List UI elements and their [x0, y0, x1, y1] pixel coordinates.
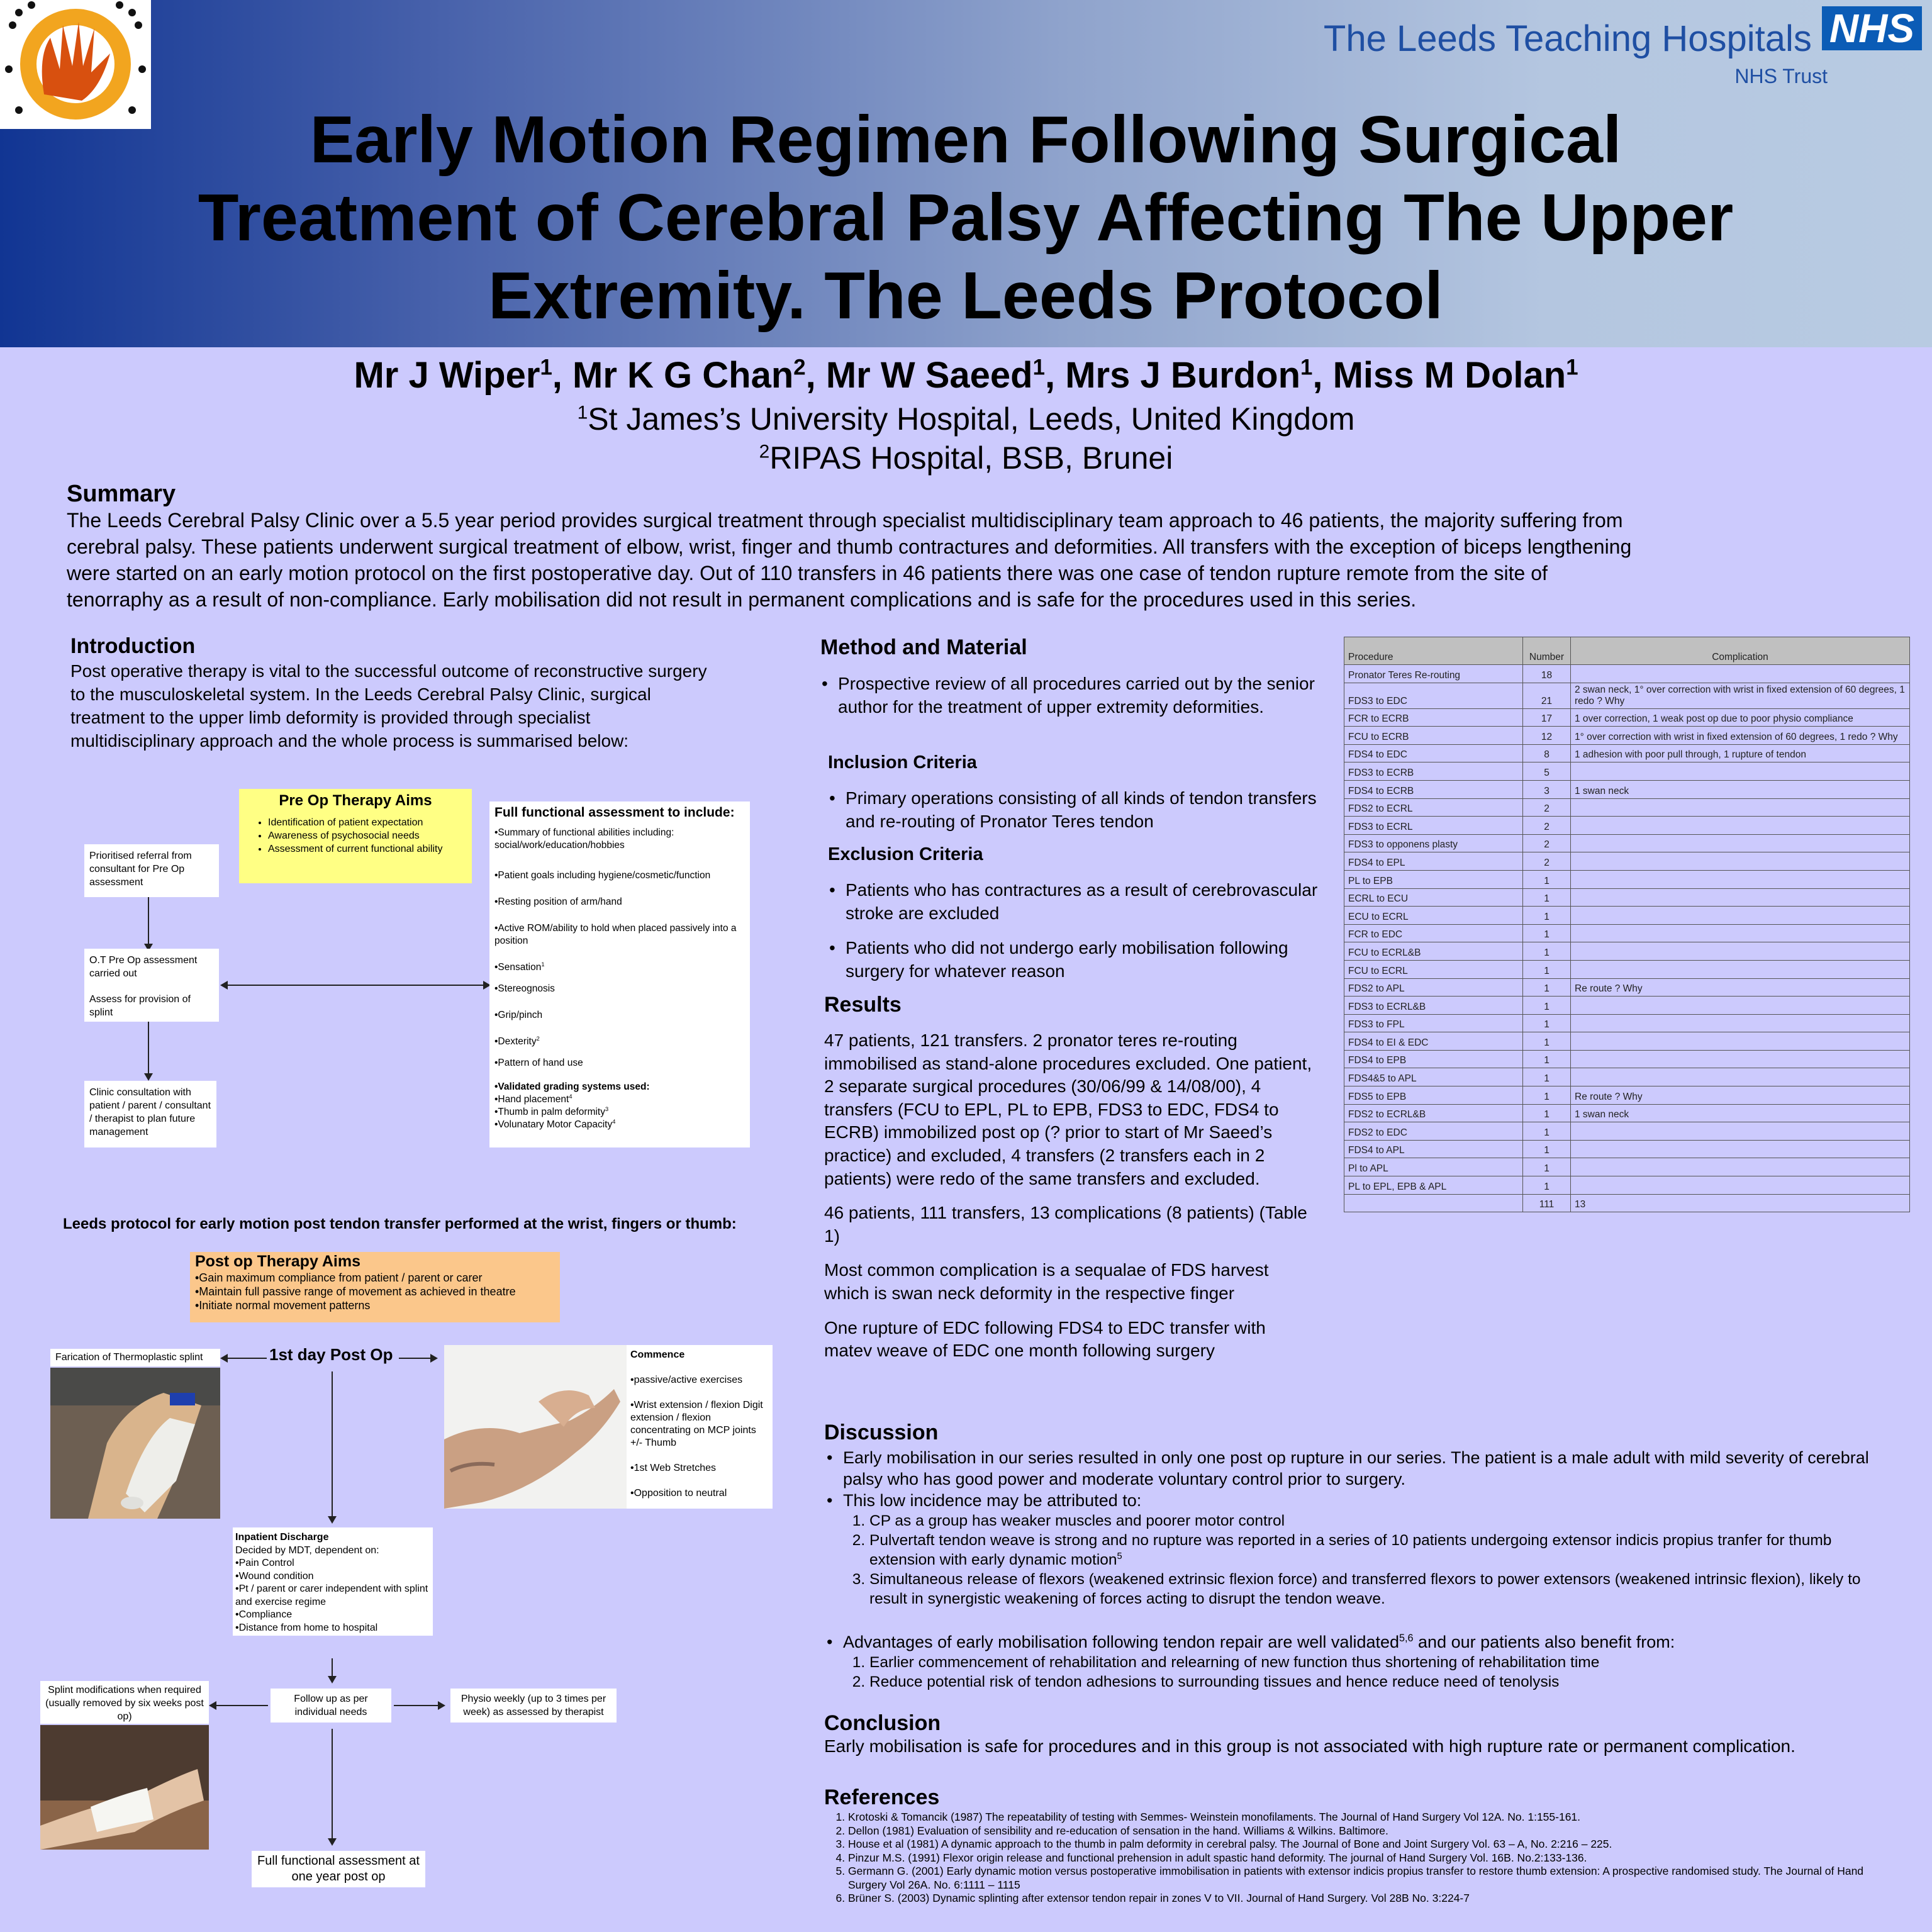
table-cell: 1° over correction with wrist in fixed extension of 60 degrees, 1 redo ? Why — [1571, 727, 1910, 745]
day1-label: 1st day Post Op — [269, 1345, 393, 1364]
table-cell: 5 — [1523, 762, 1571, 781]
table-row — [1344, 888, 1910, 907]
table-cell: Re route ? Why — [1571, 1086, 1910, 1105]
table-cell: 1 — [1523, 1176, 1571, 1195]
method-heading: Method and Material — [820, 635, 1027, 659]
table-row — [1344, 683, 1910, 708]
table-row — [1344, 1194, 1910, 1212]
table-row — [1344, 1068, 1910, 1086]
table-cell: PL to EPL, EPB & APL — [1344, 1176, 1523, 1195]
table-row — [1344, 1158, 1910, 1176]
table-header-cell: Procedure — [1344, 637, 1523, 665]
table-cell: Pronator Teres Re-routing — [1344, 665, 1523, 683]
table-cell: 1 — [1523, 1086, 1571, 1105]
table-row — [1344, 870, 1910, 888]
table-row — [1344, 978, 1910, 997]
table-cell: 2 — [1523, 834, 1571, 852]
table-cell: 1 — [1523, 907, 1571, 925]
table-cell — [1571, 1122, 1910, 1141]
poster-title — [126, 101, 1806, 335]
arrow — [332, 1729, 333, 1845]
discussion-heading: Discussion — [824, 1421, 939, 1444]
arrow — [332, 1658, 333, 1682]
inclusion-heading: Inclusion Criteria — [828, 752, 977, 773]
table-cell — [1571, 1032, 1910, 1051]
splint-photo — [50, 1368, 220, 1519]
table-row — [1344, 942, 1910, 961]
table-cell: 1 — [1523, 978, 1571, 997]
title-line: Early Motion Regimen Following Surgical — [310, 103, 1622, 177]
table-cell — [1344, 1194, 1523, 1212]
table-header-cell: Number — [1523, 637, 1571, 665]
table-row — [1344, 1122, 1910, 1141]
conclusion-heading: Conclusion — [824, 1711, 941, 1735]
table-row — [1344, 798, 1910, 817]
table-cell: 1 over correction, 1 weak post op due to poor physio compliance — [1571, 708, 1910, 727]
table-cell — [1571, 1068, 1910, 1086]
discussion-text: • Early mobilisation in our series resulted in only one post op rupture in our series. The patient is a male adult with mild severity of cerebral palsy who has good power and moderate voluntary control prior to surgery. • This low incidence may be attributed to: 1. CP as a group has weaker muscles and poorer motor control 2. Pulvertaft tendon weave is strong and no rupture was reported in a series of 10 patients undergoing extensor indicis propius tranfer for thumb extension with early dynamic motion$^5$ 3. Simultaneous release of flexors (weakened extrinsic flexion force) and transferred flexors to power extensors (weakened intrinsic flexion), likely to result in synergistic weakening of forces acting to disrupt the tendon weave. • Advantages of early mobilisation following tendon repair are well validated$^{5,6}$ and our patients also benefit from: 1. Earlier commencement of rehabilitation and relearning of new function thus shortening of rehabilitation time 2. Reduce potential risk of tendon adhesions to surrounding tissues and hence reduce need of tenolysis — [824, 1447, 1894, 1692]
table-cell: FDS3 to ECRL — [1344, 817, 1523, 835]
splint-mod-photo — [40, 1725, 209, 1850]
arrow — [148, 1022, 149, 1080]
arrow — [332, 1371, 333, 1522]
table-cell — [1571, 870, 1910, 888]
table-row — [1344, 817, 1910, 835]
splint-mod-box: Splint modifications when required (usually removed by six weeks post op) — [40, 1681, 209, 1724]
table-cell: FDS4 to EPB — [1344, 1050, 1523, 1068]
table-cell: 1 — [1523, 924, 1571, 942]
authors: Mr J Wiper$^1$, Mr K G Chan$^2$, Mr W Saeed$^1$, Mrs J Burdon$^1$, Miss M Dolan$^1$ — [354, 355, 1578, 396]
table-cell: 13 — [1571, 1194, 1910, 1212]
exclusion-list: • Patients who has contractures as a result of cerebrovascular stroke are excluded • Patients who did not undergo early mobilisation following surgery for whatever reason — [827, 878, 1336, 983]
table-cell: ECRL to ECU — [1344, 888, 1523, 907]
table-cell: FDS3 to opponens plasty — [1344, 834, 1523, 852]
table-cell: 1 — [1523, 870, 1571, 888]
summary-text: The Leeds Cerebral Palsy Clinic over a 5.5 year period provides surgical treatment through specialist multidisciplinary team approach to 46 patients, the majority suffering from cerebral palsy. These patients underwent surgical treatment of elbow, wrist, finger and thumb contractures and deformities. All transfers with the exception of biceps lengthening were started on an early motion protocol on the first postoperative day. Out of 110 transfers in 46 patients there was one case of tendon rupture remote from the site of tenorraphy as a result of non-compliance. Early mobilisation did not result in permanent complications and is safe for the procedures used in this series. — [67, 509, 1632, 611]
table-cell — [1571, 888, 1910, 907]
table-cell: 2 — [1523, 852, 1571, 871]
procedures-table — [1344, 637, 1910, 1212]
table-cell — [1571, 665, 1910, 683]
table-cell — [1571, 1158, 1910, 1176]
table-cell: FDS3 to ECRL&B — [1344, 997, 1523, 1015]
referral-box: Prioritised referral from consultant for Pre Op assessment — [84, 844, 219, 897]
table-cell: 1 — [1523, 888, 1571, 907]
table-cell: 1 — [1523, 997, 1571, 1015]
table-cell — [1571, 1050, 1910, 1068]
intro-text: Post operative therapy is vital to the successful outcome of reconstructive surgery to the musculoskeletal system. In the Leeds Cerebral Palsy Clinic, surgical treatment to the upper limb deformity is provided through specialist multidisciplinary approach and the whole process is summarised below: — [70, 661, 707, 751]
preop-aims-box: Pre Op Therapy Aims • Identification of patient expectation • Awareness of psychosocial needs • Assessment of current functional ability — [239, 789, 472, 883]
table-cell: 8 — [1523, 744, 1571, 762]
table-row — [1344, 960, 1910, 978]
table-cell — [1571, 762, 1910, 781]
table-cell — [1571, 834, 1910, 852]
table-cell: 1 — [1523, 1068, 1571, 1086]
table-cell: ECU to ECRL — [1344, 907, 1523, 925]
physio-box: Physio weekly (up to 3 times per week) as assessed by therapist — [450, 1689, 617, 1723]
table-cell — [1571, 1140, 1910, 1158]
table-row — [1344, 1014, 1910, 1032]
table-cell: FDS2 to APL — [1344, 978, 1523, 997]
summary-heading: Summary — [67, 481, 176, 507]
table-cell: 1 — [1523, 1104, 1571, 1122]
inclusion-list: • Primary operations consisting of all kinds of tendon transfers and re-routing of Pronator Teres tendon — [827, 786, 1324, 833]
arrow — [221, 1358, 267, 1359]
table-cell: 2 swan neck, 1° over correction with wrist in fixed extension of 60 degrees, 1 redo ? Why — [1571, 683, 1910, 708]
table-row — [1344, 1176, 1910, 1195]
table-cell: FDS4 to ECRB — [1344, 780, 1523, 798]
table-cell: 1 — [1523, 1014, 1571, 1032]
table-row — [1344, 708, 1910, 727]
protocol-heading: Leeds protocol for early motion post tendon transfer performed at the wrist, fingers or thumb: — [63, 1215, 737, 1232]
arrow — [148, 897, 149, 950]
affiliation: $^2$RIPAS Hospital, BSB, Brunei — [759, 440, 1173, 476]
table-cell: Pl to APL — [1344, 1158, 1523, 1176]
arrow — [394, 1705, 444, 1706]
table-cell: 18 — [1523, 665, 1571, 683]
table-row — [1344, 1140, 1910, 1158]
references-list: 1. Krotoski & Tomancik (1987) The repeatability of testing with Semmes- Weinstein monofilaments. The Journal of Hand Surgery Vol 12A. No. 1:155-161. 2. Dellon (1981) Evaluation of sensibility and re-education of sensation in the hand. Williams & Wilkins. Baltimore. 3. House et al (1981) A dynamic approach to the thumb in palm deformity in cerebral palsy. The Journal of Bone and Joint Surgery Vol. 63 – A, No. 2:216 – 225. 4. Pinzur M.S. (1991) Flexor origin release and functional prehension in adult spastic hand deformity. The journal of Hand Surgery Vol. 16B. No.2:133-136. 5. Germann G. (2001) Early dynamic motion versus postoperative immobilisation in patients with extensor indicis propius transfer to restore thumb extension: A prospective randomised study. The Journal of Hand Surgery Vol 26A. No. 6:1111 – 1115 6. Brüner S. (2003) Dynamic splinting after extensor tendon repair in zones V to VII. Journal of Hand Surgery. Vol 28B No. 3:224-7 — [824, 1811, 1894, 1906]
table-cell — [1571, 942, 1910, 961]
arrow — [399, 1358, 437, 1359]
table-row — [1344, 727, 1910, 745]
title-line: Extremity. The Leeds Protocol — [488, 259, 1443, 333]
table-cell: 2 — [1523, 798, 1571, 817]
table-cell — [1571, 852, 1910, 871]
table-row — [1344, 834, 1910, 852]
table-cell — [1571, 1176, 1910, 1195]
double-arrow — [221, 985, 489, 986]
table-cell: 1 — [1523, 1122, 1571, 1141]
trust-logo — [1324, 6, 1922, 88]
follow-up-box: Follow up as per individual needs — [271, 1689, 391, 1723]
table-cell: 1 — [1523, 942, 1571, 961]
table-header-cell: Complication — [1571, 637, 1910, 665]
exclusion-heading: Exclusion Criteria — [828, 844, 983, 864]
table-row — [1344, 924, 1910, 942]
table-cell: FDS2 to EDC — [1344, 1122, 1523, 1141]
table-cell: FCU to ECRL — [1344, 960, 1523, 978]
final-assessment-box: Full functional assessment at one year post op — [252, 1851, 425, 1887]
trust-name: The Leeds Teaching Hospitals — [1323, 18, 1812, 59]
table-cell: 1 — [1523, 1158, 1571, 1176]
table-cell — [1571, 960, 1910, 978]
nhs-logo: NHS — [1822, 6, 1922, 50]
table-cell — [1571, 817, 1910, 835]
table-cell: 1 — [1523, 960, 1571, 978]
table-cell: 1 — [1523, 1140, 1571, 1158]
ffa-box: Full functional assessment to include: •Summary of functional abilities including: social/work/education/hobbies •Patient goals including hygiene/cosmetic/function •Resting position of arm/hand •Active ROM/ability to hold when placed passively into a position •Sensation$^1$ •Stereognosis •Grip/pinch •Dexterity$^2$ •Pattern of hand use •Validated grading systems used: •Hand placement$^4$ •Thumb in palm deformity$^3$ •Volunatary Motor Capacity$^4$ — [489, 801, 750, 1147]
table-cell: 1 — [1523, 1032, 1571, 1051]
table-cell: Re route ? Why — [1571, 978, 1910, 997]
table-row — [1344, 762, 1910, 781]
table-cell: FDS4 to APL — [1344, 1140, 1523, 1158]
table-cell — [1571, 997, 1910, 1015]
table-cell: PL to EPB — [1344, 870, 1523, 888]
table-cell: 111 — [1523, 1194, 1571, 1212]
table-cell: FDS4&5 to APL — [1344, 1068, 1523, 1086]
table-row — [1344, 665, 1910, 683]
table-cell: FDS4 to EPL — [1344, 852, 1523, 871]
table-cell: 2 — [1523, 817, 1571, 835]
table-cell — [1571, 907, 1910, 925]
affiliation: $^1$St James’s University Hospital, Leeds, United Kingdom — [577, 401, 1355, 437]
table-cell: FCR to ECRB — [1344, 708, 1523, 727]
table-row — [1344, 1104, 1910, 1122]
table-cell: FDS3 to EDC — [1344, 683, 1523, 708]
table-cell: FCR to EDC — [1344, 924, 1523, 942]
table-cell: 1 swan neck — [1571, 1104, 1910, 1122]
table-cell: 3 — [1523, 780, 1571, 798]
postop-aims-box: Post op Therapy Aims •Gain maximum compliance from patient / parent or carer •Maintain full passive range of movement as achieved in theatre •Initiate normal movement patterns — [190, 1252, 560, 1322]
table-cell: 21 — [1523, 683, 1571, 708]
table-row — [1344, 907, 1910, 925]
table-header-row — [1344, 637, 1910, 665]
ot-preop-box: O.T Pre Op assessment carried out Assess for provision of splint — [84, 949, 219, 1022]
title-line: Treatment of Cerebral Palsy Affecting The Upper — [198, 181, 1734, 255]
table-row — [1344, 1086, 1910, 1105]
table-cell: FDS4 to EDC — [1344, 744, 1523, 762]
table-row — [1344, 780, 1910, 798]
table-cell: FDS2 to ECRL&B — [1344, 1104, 1523, 1122]
table-cell — [1571, 1014, 1910, 1032]
table-cell: FDS5 to EPB — [1344, 1086, 1523, 1105]
table-cell: FCU to ECRL&B — [1344, 942, 1523, 961]
table-cell: FDS3 to FPL — [1344, 1014, 1523, 1032]
table-row — [1344, 1050, 1910, 1068]
exercise-photo — [444, 1345, 629, 1509]
table-cell: 12 — [1523, 727, 1571, 745]
table-cell: 1 — [1523, 1050, 1571, 1068]
results-text: 47 patients, 121 transfers. 2 pronator teres re-routing immobilised as stand-alone procedures excluded. One patient, 2 separate surgical procedures (30/06/99 & 14/08/00), 4 transfers (FCU to EPL, PL to EPB, FDS3 to EDC, FDS4 to ECRB) immobilized post op (? prior to start of Mr Saeed’s practice) and excluded, 4 transfers (2 transfers each in 2 patients) were redo of the same transfers and excluded. 46 patients, 111 transfers, 13 complications (8 patients) (Table 1) Most common complication is a sequalae of FDS harvest which is swan neck deformity in the respective finger One rupture of EDC following FDS4 to EDC transfer with matev weave of EDC one month following surgery — [824, 1030, 1312, 1361]
table-cell: FDS4 to EI & EDC — [1344, 1032, 1523, 1051]
conclusion-text: Early mobilisation is safe for procedures and in this group is not associated with high rupture rate or permanent complication. — [824, 1736, 1795, 1756]
table-row — [1344, 997, 1910, 1015]
table-cell: FDS3 to ECRB — [1344, 762, 1523, 781]
table-cell: 17 — [1523, 708, 1571, 727]
table-cell: 1 swan neck — [1571, 780, 1910, 798]
discharge-box: Inpatient Discharge Decided by MDT, dependent on: •Pain Control •Wound condition •Pt / parent or carer independent with splint and exercise regime •Compliance •Distance from home to hospital — [233, 1527, 433, 1636]
intro-heading: Introduction — [70, 634, 196, 658]
table-cell — [1571, 924, 1910, 942]
commence-box: Commence •passive/active exercises •Wrist extension / flexion Digit extension / flexion concentrating on MCP joints +/- Thumb •1st Web Stretches •Opposition to neutral — [627, 1345, 773, 1509]
table-cell: FDS2 to ECRL — [1344, 798, 1523, 817]
table-row — [1344, 852, 1910, 871]
splint-label: Farication of Thermoplastic splint — [50, 1349, 220, 1366]
table-cell: FCU to ECRB — [1344, 727, 1523, 745]
clinic-box: Clinic consultation with patient / parent / consultant / therapist to plan future management — [84, 1081, 216, 1147]
table-cell — [1571, 798, 1910, 817]
method-list: • Prospective review of all procedures carried out by the senior author for the treatment of upper extremity deformities. — [819, 672, 1322, 718]
trust-subtitle: NHS Trust — [1734, 65, 1828, 87]
table-row — [1344, 1032, 1910, 1051]
table-cell: 1 adhesion with poor pull through, 1 rupture of tendon — [1571, 744, 1910, 762]
results-heading: Results — [824, 993, 902, 1017]
arrow — [210, 1705, 268, 1706]
table-row — [1344, 744, 1910, 762]
references-heading: References — [824, 1785, 940, 1809]
